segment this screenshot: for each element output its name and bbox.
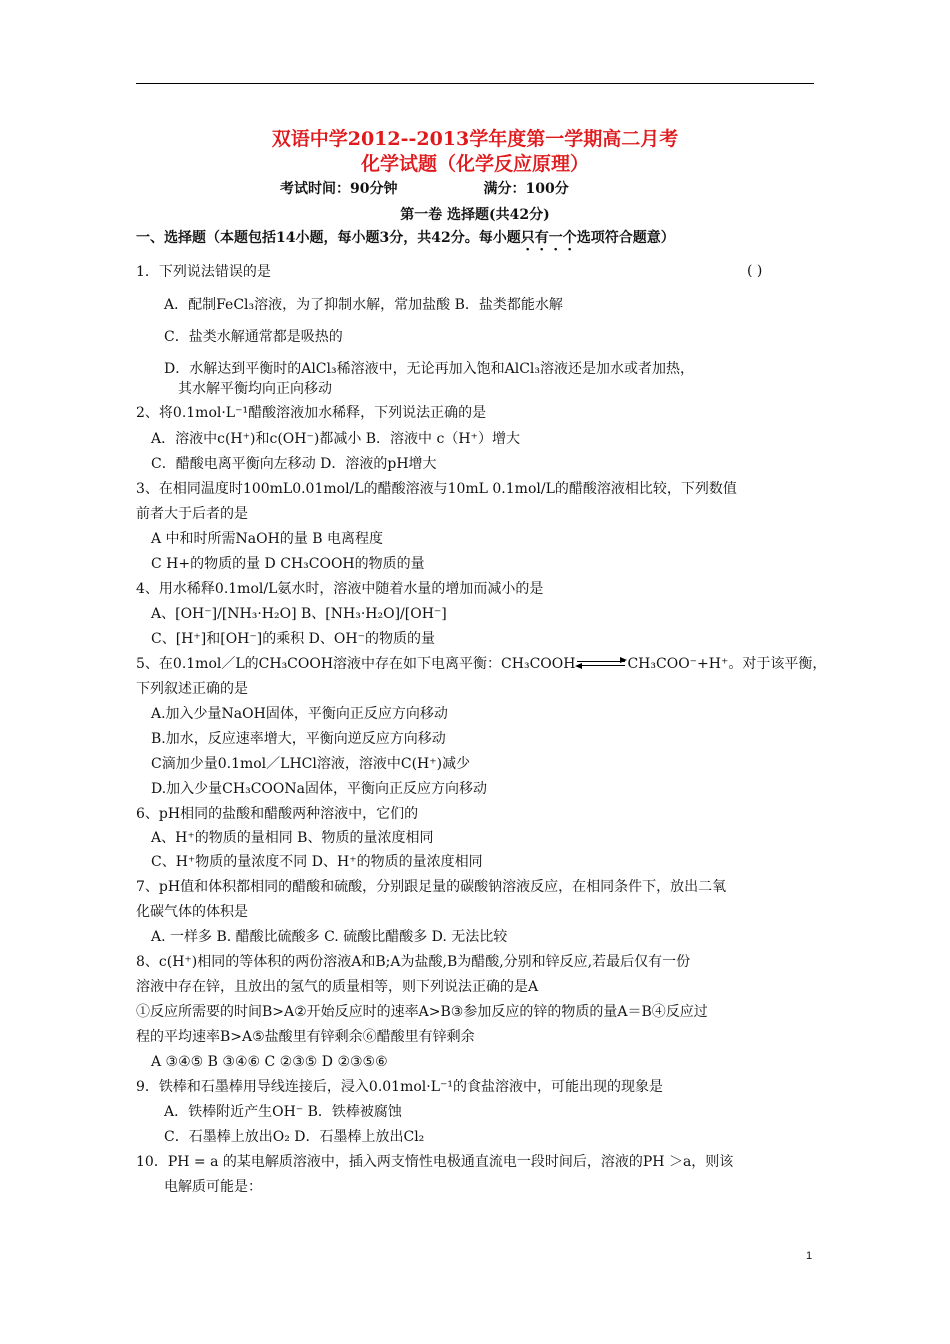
exam-title-line1: 双语中学2012--2013学年度第一学期高二月考 — [271, 128, 679, 150]
question-5-line: 下列叙述正确的是 — [136, 681, 248, 697]
question-4-stem: 4、用水稀释0.1mol/L氨水时，溶液中随着水量的增加而减小的是 — [136, 581, 544, 597]
question-5-option: B.加水，反应速率增大，平衡向逆反应方向移动 — [151, 731, 446, 747]
question-5-stem — [136, 655, 826, 673]
exam-title-line2: 化学试题（化学反应原理） — [360, 153, 589, 175]
question-7-option: A. 一样多 B. 醋酸比硫酸多 C. 硫酸比醋酸多 D. 无法比较 — [151, 929, 508, 945]
question-1-option: C．盐类水解通常都是吸热的 — [164, 329, 343, 345]
question-9-stem: 9．铁棒和石墨棒用导线连接后，浸入0.01mol·L⁻¹的食盐溶液中，可能出现的现象是 — [136, 1079, 664, 1095]
question-5-option: A.加入少量NaOH固体，平衡向正反应方向移动 — [151, 706, 448, 722]
question-1-option: A．配制FeCl₃溶液，为了抑制水解，常加盐酸 B．盐类都能水解 — [164, 297, 563, 313]
question-8-stem: 8、c(H⁺)相同的等体积的两份溶液A和B;A为盐酸,B为醋酸,分别和锌反应,若最后仅有一份 — [136, 954, 691, 970]
page-number: 1 — [806, 1250, 813, 1262]
question-1-stem: 1．下列说法错误的是 — [136, 264, 271, 280]
exam-meta — [280, 178, 569, 198]
exam-time: 考试时间：90分钟 — [280, 181, 398, 197]
question-3-line: 前者大于后者的是 — [136, 506, 248, 522]
question-6-stem: 6、pH相同的盐酸和醋酸两种溶液中，它们的 — [136, 806, 419, 822]
question-2-stem: 2、将0.1mol·L⁻¹醋酸溶液加水稀释，下列说法正确的是 — [136, 405, 487, 421]
question-6-option: A、H⁺的物质的量相同 B、物质的量浓度相同 — [151, 830, 434, 846]
question-8-option: A ③④⑤ B ③④⑥ C ②③⑤ D ②③⑤⑥ — [151, 1054, 388, 1070]
part-title: 第一卷 选择题(共42分) — [400, 207, 550, 223]
question-8-line: 溶液中存在锌，且放出的氢气的质量相等，则下列说法正确的是A — [136, 979, 539, 995]
question-5-option: C滴加少量0.1mol／LHCl溶液，溶液中C(H⁺)减少 — [151, 756, 471, 772]
question-1-option: D．水解达到平衡时的AlCl₃稀溶液中，无论再加入饱和AlCl₃溶液还是加水或者加热， — [164, 361, 695, 377]
question-10-stem: 10．PH = a 的某电解质溶液中，插入两支惰性电极通直流电一段时间后，溶液的PH ＞a，则该 — [136, 1154, 734, 1170]
question-7-line: 化碳气体的体积是 — [136, 904, 248, 920]
equilibrium-arrows-icon — [575, 659, 627, 669]
header-rule — [136, 83, 814, 84]
question-10-line: 电解质可能是： — [164, 1179, 262, 1195]
question-4-option: C、[H⁺]和[OH⁻]的乘积 D、OH⁻的物质的量 — [151, 631, 435, 647]
question-3-option: C H+的物质的量 D CH₃COOH的物质的量 — [151, 556, 425, 572]
question-8-line: 程的平均速率B>A⑤盐酸里有锌剩余⑥醋酸里有锌剩余 — [136, 1029, 475, 1045]
section-heading: 一、选择题（本题包括14小题，每小题3分，共42分。每小题只有一个选项符合题意） — [136, 230, 675, 246]
question-8-line: ①反应所需要的时间B>A②开始反应时的速率A>B③参加反应的锌的物质的量A＝B④反应过 — [136, 1004, 708, 1020]
question-9-option: C．石墨棒上放出O₂ D．石墨棒上放出Cl₂ — [164, 1129, 425, 1145]
question-5-option: D.加入少量CH₃COONa固体，平衡向正反应方向移动 — [151, 781, 487, 797]
full-score: 满分：100分 — [483, 181, 569, 197]
question-4-option: A、[OH⁻]/[NH₃·H₂O] B、[NH₃·H₂O]/[OH⁻] — [151, 606, 447, 622]
question-1-option: 其水解平衡均向正向移动 — [178, 381, 332, 397]
question-3-stem: 3、在相同温度时100mL0.01mol/L的醋酸溶液与10mL 0.1mol/L的醋酸溶液相比较，下列数值 — [136, 481, 737, 497]
question-3-option: A 中和时所需NaOH的量 B 电离程度 — [151, 531, 384, 547]
question-5-stem-start: 5、在0.1mol／L的CH₃COOH溶液中存在如下电离平衡：CH₃COOH — [136, 656, 576, 672]
question-5-stem-end: CH₃COO⁻+H⁺。对于该平衡， — [627, 656, 827, 672]
answer-bracket: ( ) — [747, 263, 763, 279]
question-6-option: C、H⁺物质的量浓度不同 D、H⁺的物质的量浓度相同 — [151, 854, 483, 870]
question-9-option: A．铁棒附近产生OH⁻ B．铁棒被腐蚀 — [164, 1104, 402, 1120]
question-2-option: C．醋酸电离平衡向左移动 D．溶液的pH增大 — [151, 456, 437, 472]
question-7-stem: 7、pH值和体积都相同的醋酸和硫酸，分别跟足量的碳酸钠溶液反应，在相同条件下，放出二氧 — [136, 879, 727, 895]
question-2-option: A．溶液中c(H⁺)和c(OH⁻)都减小 B．溶液中 c（H⁺）增大 — [151, 431, 520, 447]
